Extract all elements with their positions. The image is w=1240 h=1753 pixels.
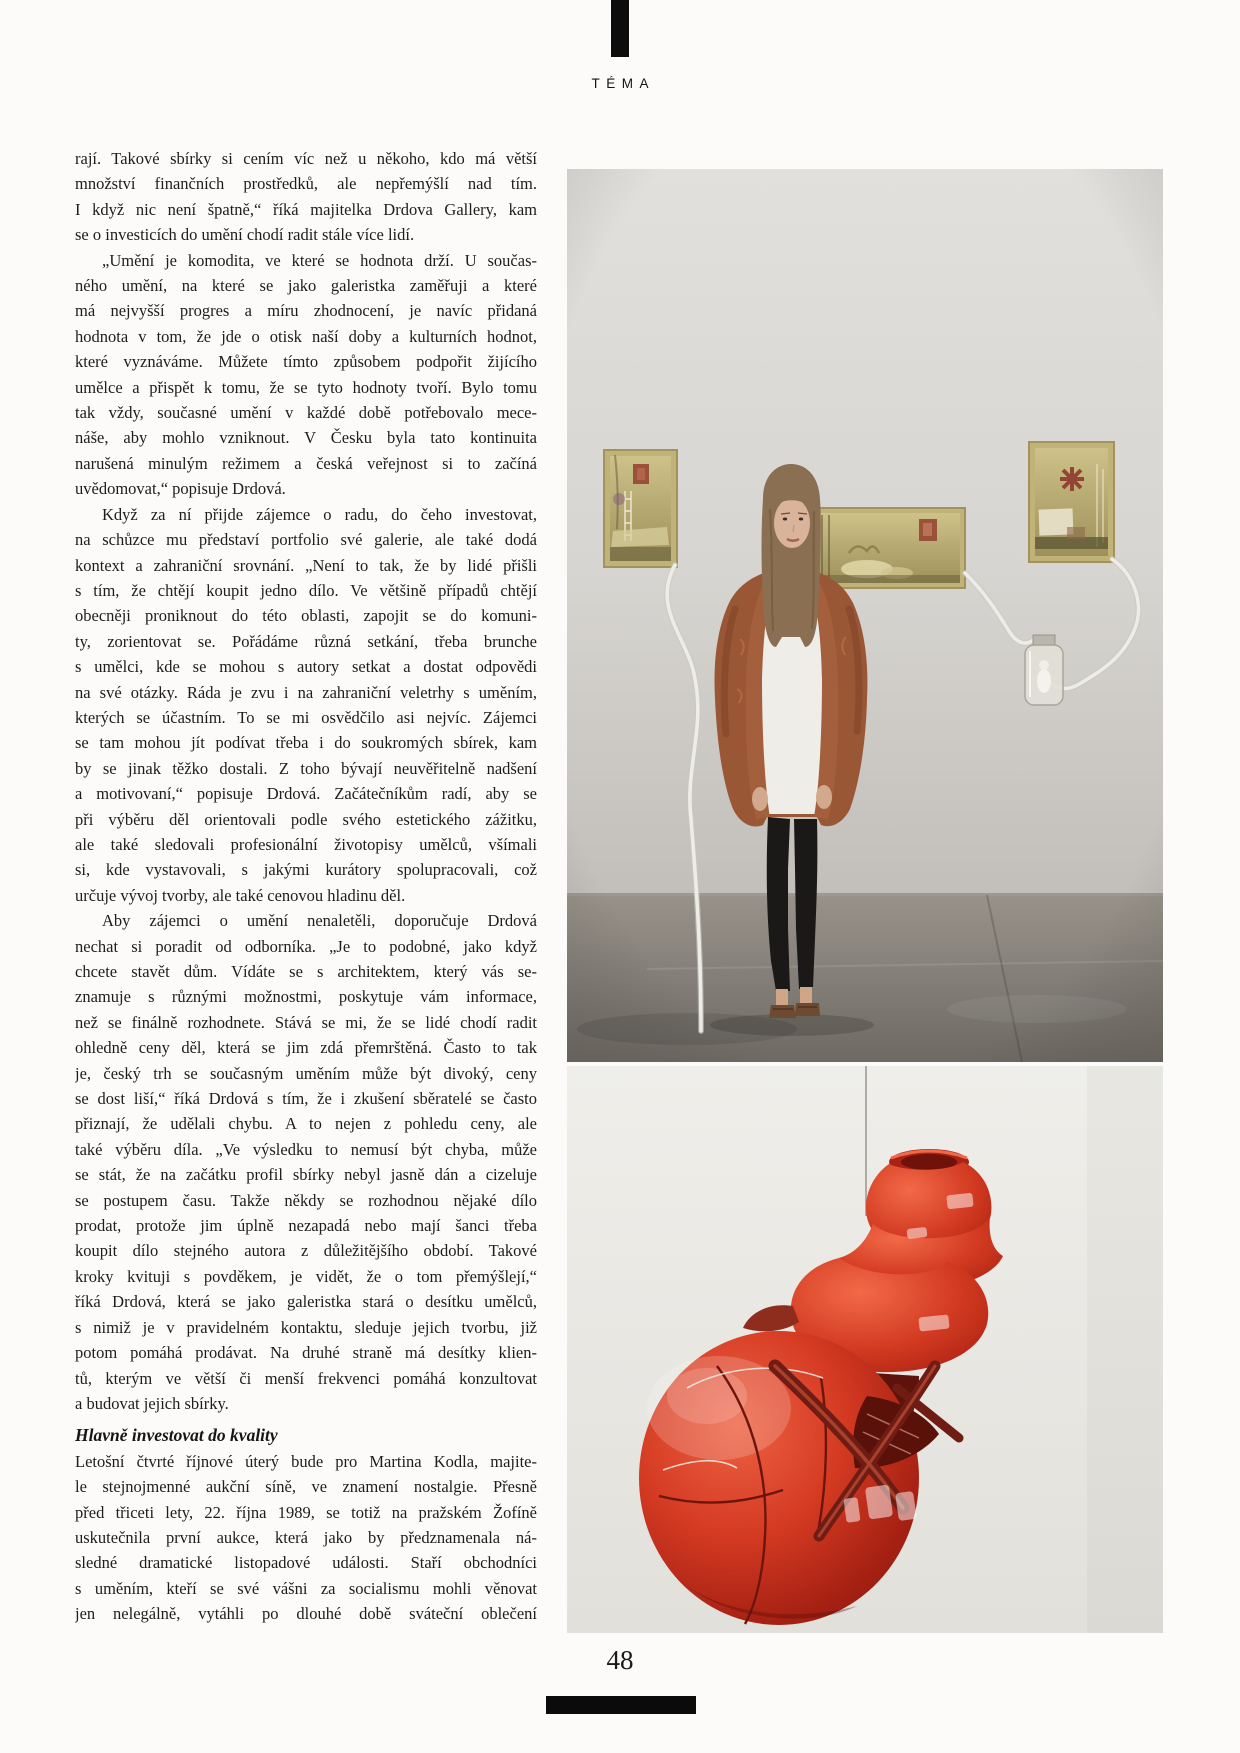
photo-red-sculpture <box>567 1066 1163 1633</box>
text-line: Když za ní přijde zájemce o radu, do čeho investovat, <box>102 504 537 524</box>
text-line: obecněji proniknout do této oblasti, zapojit se do komuni- <box>75 606 537 626</box>
text-line: množství finančních prostředků, ale nepřemýšlí nad tím. <box>75 174 537 194</box>
text-line: se postupem času. Takže někdy se rozhodnou nějaké dílo <box>75 1190 537 1210</box>
text-line: kterých se účastním. To se mi osvědčilo asi nejvíc. Zájemci <box>75 707 537 727</box>
text-line: prodat, protože jim úplně nezapadá nebo mají šanci třeba <box>75 1216 537 1236</box>
paragraph <box>75 908 537 1416</box>
paragraph <box>75 1449 537 1627</box>
text-line: narušená minulým režimem a česká veřejnost si to začíná <box>75 453 537 473</box>
text-line: Letošní čtvrté říjnové úterý bude pro Martina Kodla, majite- <box>75 1451 537 1471</box>
article-text-column <box>75 146 537 1627</box>
text-line: si, kde vystavovali, s jakými kurátory spolupracovali, což <box>75 860 537 880</box>
text-line: na schůzce mu představí portfolio své galerie, ale také dodá <box>75 530 537 550</box>
text-line: při výběru děl orientovali podle svého estetického zážitku, <box>75 809 537 829</box>
text-line: nechat si poradit od odborníka. „Je to podobné, jako když <box>75 936 537 956</box>
text-line: se tam mohou jít podívat třeba i do soukromých sbírek, kam <box>75 733 537 753</box>
text-line: kroky kvituji s povděkem, je vidět, že o tom přemýšlejí,“ <box>75 1266 537 1286</box>
text-line: potom pomáhá prodávat. Na druhé straně má desítky klien- <box>75 1343 537 1363</box>
text-line: s nimiž je v pravidelném kontaktu, sleduje jejich tvorbu, již <box>75 1317 537 1337</box>
text-line: říká Drdová, která se jako galeristka stará o desítku umělců, <box>75 1292 537 1312</box>
paragraph <box>75 502 537 909</box>
text-line: by se jinak těžko dostali. Z toho bývají neuvěřitelně nadšení <box>75 758 537 778</box>
text-line: se stát, že na začátku profil sbírky nebyl jasně dán a cizeluje <box>75 1165 537 1185</box>
text-line: „Umění je komodita, ve které se hodnota drží. U součas- <box>102 250 537 270</box>
text-line: s uměním, kteří se své vášni za socialismu mohli věnovat <box>75 1578 537 1598</box>
footer-bar <box>546 1696 696 1714</box>
text-line: le stejnojmenné aukční síně, ve znamení nostalgie. Přesně <box>75 1477 537 1497</box>
text-line: uskutečnila první aukce, která jako by předznamenala ná- <box>75 1527 537 1547</box>
text-line: ohledně ceny děl, která se jim zdá přemrštěná. Často to tak <box>75 1038 537 1058</box>
text-line: se o investicích do umění chodí radit stále více lidí. <box>75 225 415 245</box>
text-line: tak vždy, současné umění v každé době potřebovalo mece- <box>75 403 537 423</box>
page-number: 48 <box>606 1645 634 1675</box>
text-line: také výběru díla. „Ve výsledku to nemusí být chyba, může <box>75 1139 537 1159</box>
paragraph <box>75 248 537 502</box>
text-line: ného umění, na které se jako galeristka zaměřuji a které <box>75 276 537 296</box>
text-line: koupit dílo stejného autora z důležitějšího období. Takové <box>75 1241 537 1261</box>
text-line: I když nic není špatně,“ říká majitelka Drdova Gallery, kam <box>75 199 537 219</box>
text-line: ale také sledovali profesionální životopisy umělců, všímali <box>75 834 537 854</box>
text-line: chcete stavět dům. Vídáte se s architektem, který vás se- <box>75 962 537 981</box>
text-line: na své otázky. Ráda je zvu i na zahraniční veletrhy s uměním, <box>75 682 537 702</box>
text-line: určuje vývoj tvorby, ale také cenovou hladinu děl. <box>75 885 406 905</box>
text-line: rají. Takové sbírky si cením víc než u někoho, kdo má větší <box>75 149 537 168</box>
text-line: sledné dramatické listopadové události. Staří obchodníci <box>75 1553 537 1573</box>
text-line: uvědomovat,“ popisuje Drdová. <box>75 479 286 499</box>
text-line: s tím, že chtějí koupit jedno dílo. Ve většině případů chtějí <box>75 580 537 600</box>
text-line: a motivovaní,“ popisuje Drdová. Začátečníkům radí, aby se <box>75 784 537 804</box>
paragraph <box>75 146 537 248</box>
text-line: před třiceti lety, 22. října 1989, se totiž na pražském Žofíně <box>75 1502 537 1522</box>
text-line: má nejvyšší progres a míru zhodnocení, je navíc přidaná <box>75 301 537 321</box>
text-line: ty, zorientovat se. Pořádáme různá setkání, třeba brunche <box>75 631 537 651</box>
text-line: tů, kterým ve větší či menší frekvenci pomáhá konzultovat <box>75 1368 537 1388</box>
text-line: Aby zájemci o umění nenaletěli, doporučuje Drdová <box>102 911 537 931</box>
text-line: jen nelegálně, vytáhli po dlouhé době sváteční oblečení <box>75 1604 537 1624</box>
subheading: Hlavně investovat do kvality <box>75 1425 278 1446</box>
masthead-bar <box>611 0 629 57</box>
text-line: se dost liší,“ říká Drdová s tím, že i zkušení sběratelé se často <box>75 1089 537 1109</box>
text-line: přiznají, že udělali chybu. A to nejen z pohledu ceny, ale <box>75 1114 537 1134</box>
photo-gallery-portrait <box>567 169 1163 1062</box>
section-label: TÉMA <box>591 76 655 91</box>
text-line: znamuje s různými možnostmi, poskytuje vám informace, <box>75 987 537 1007</box>
text-line: a budovat jejich sbírky. <box>75 1393 229 1413</box>
text-line: které vyznáváme. Můžete tímto způsobem podpořit žijícího <box>75 352 537 372</box>
text-line: než se finálně rozhodnete. Stává se mi, že se lidé chodí radit <box>75 1012 537 1032</box>
text-line: je, český trh se současným uměním může být divoký, ceny <box>75 1063 537 1083</box>
text-line: s umělci, kde se mohou s autory setkat a dostat odpovědi <box>75 657 537 677</box>
text-line: hodnota v tom, že jde o otisk naší doby a kulturních hodnot, <box>75 326 537 346</box>
text-line: náše, aby mohlo vzniknout. V Česku byla tato kontinuita <box>75 428 537 448</box>
text-line: kontext a zahraniční srovnání. „Není to tak, že by lidé přišli <box>75 555 537 575</box>
text-line: umělce a přispět k tomu, že se tyto hodnoty tvoří. Bylo tomu <box>75 377 537 397</box>
